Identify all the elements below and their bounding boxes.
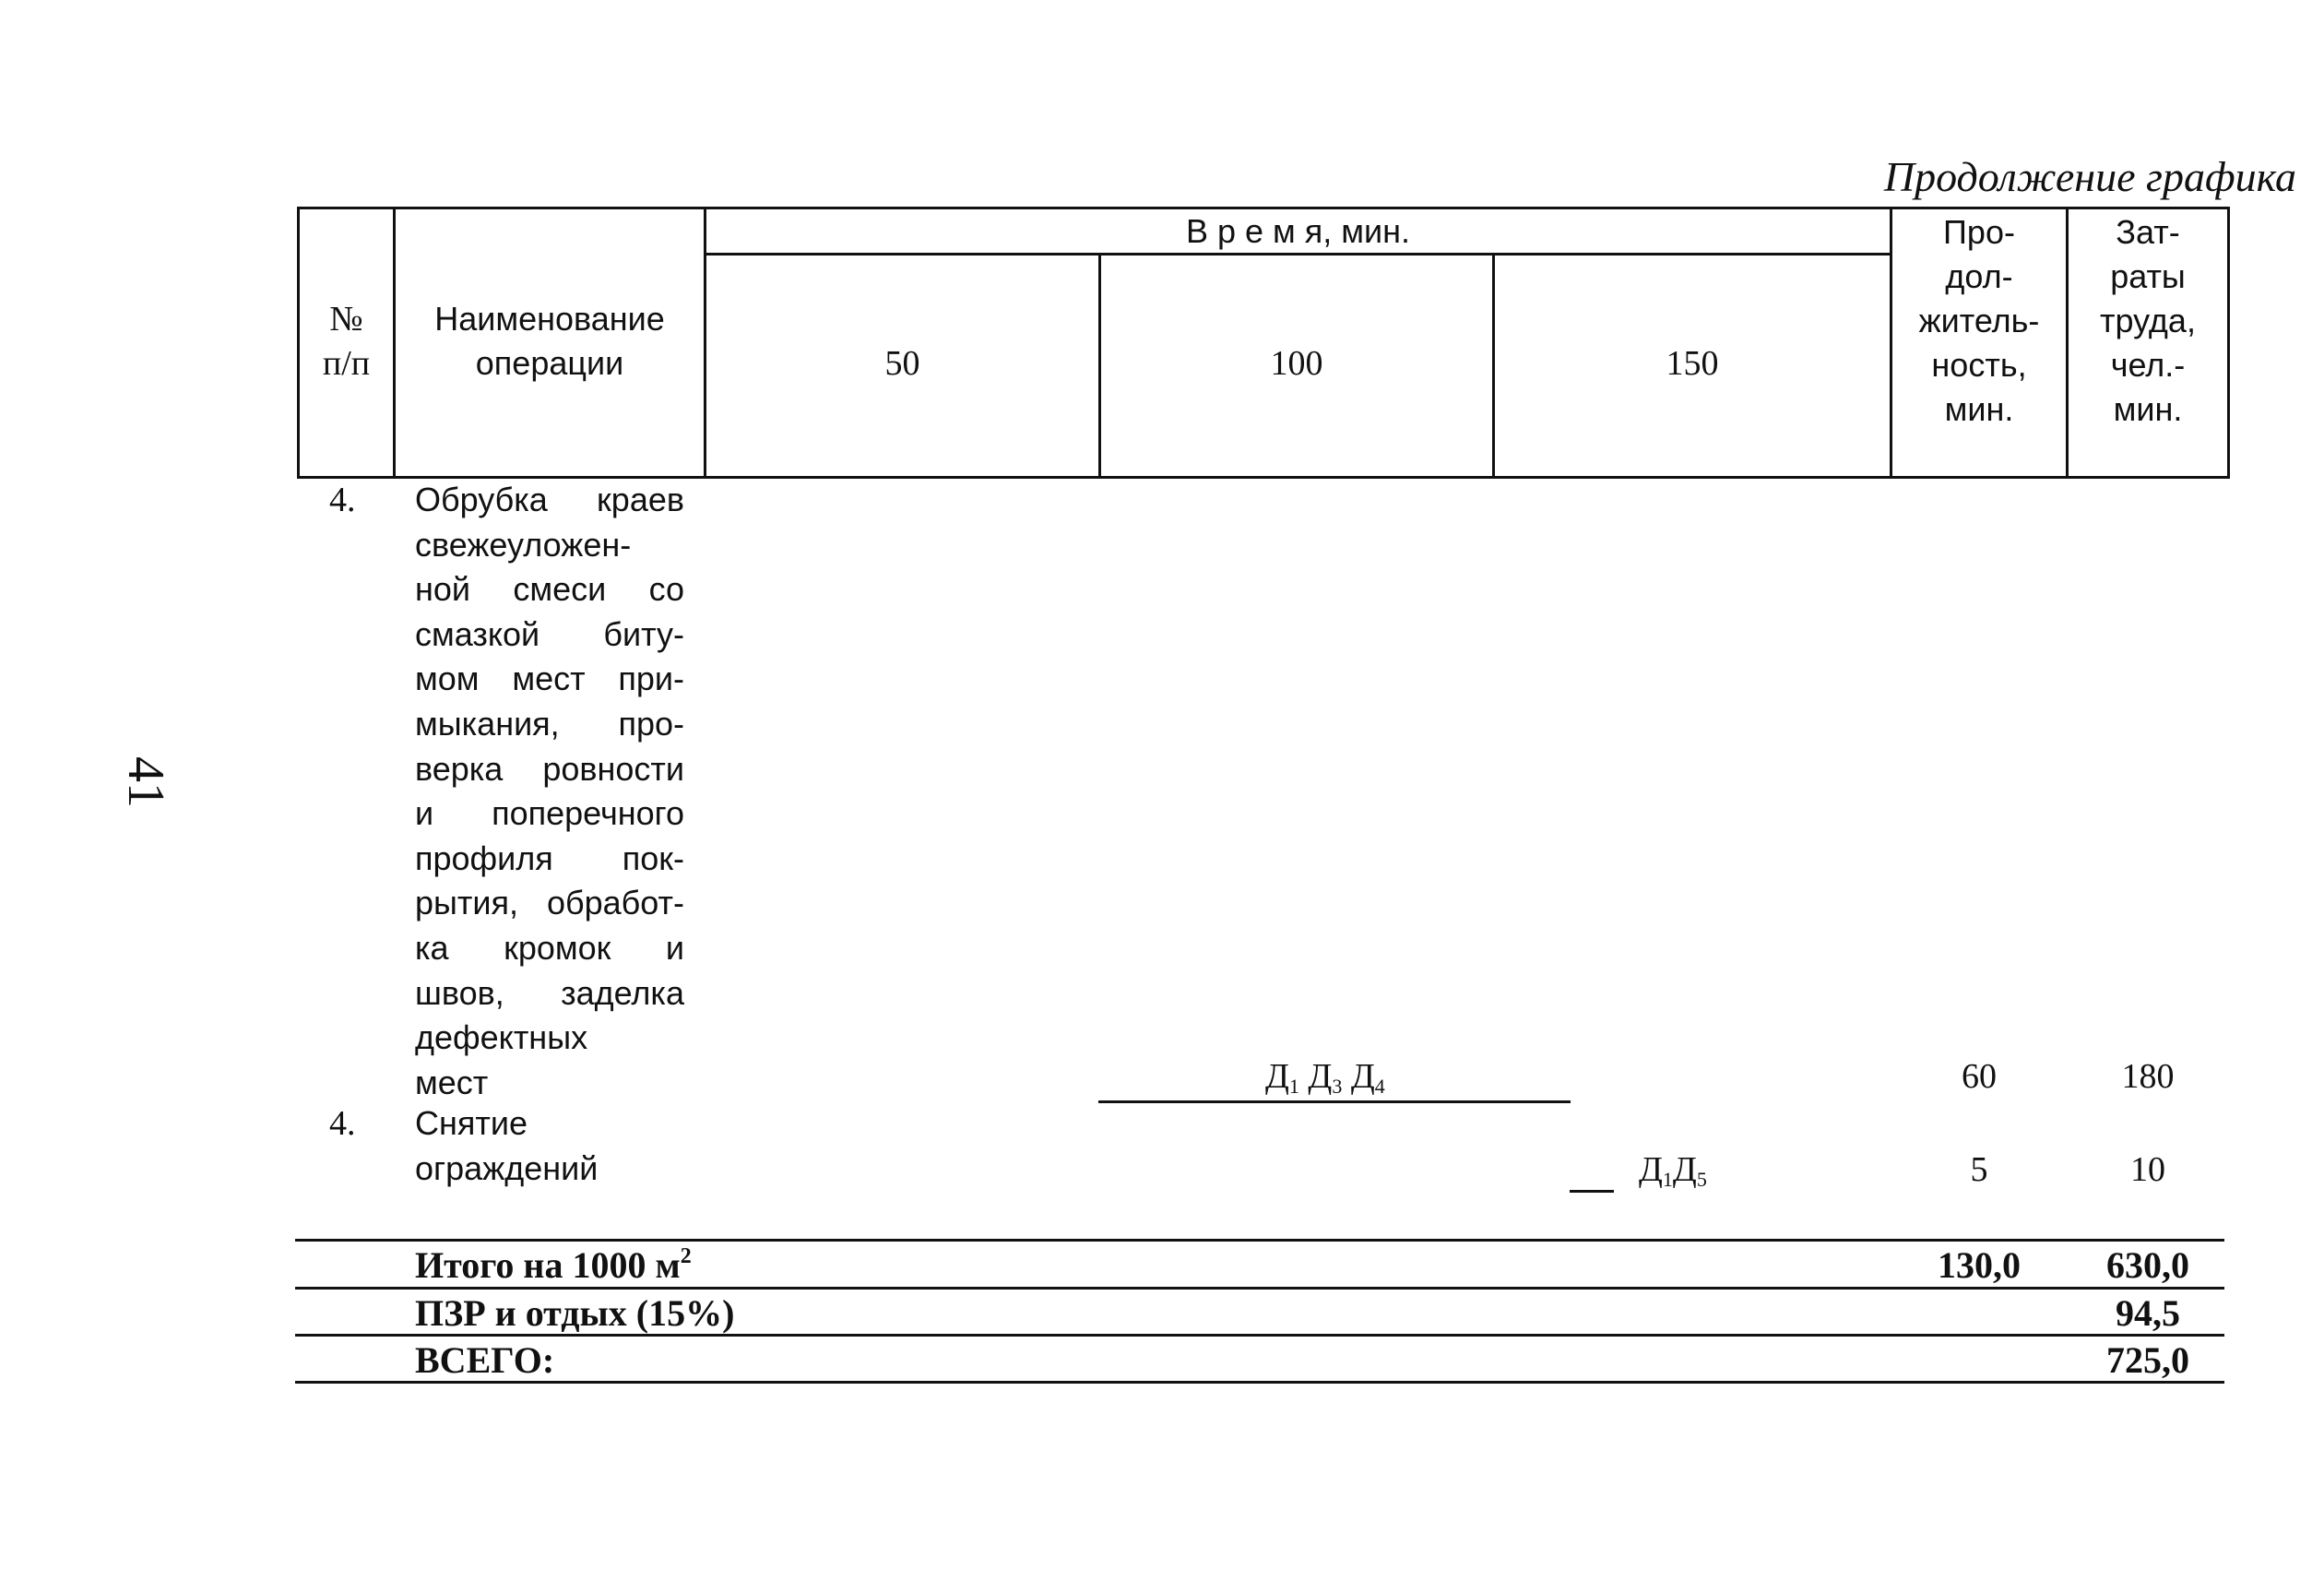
header-name-col: Наименование операции <box>434 300 665 382</box>
summary-total-label: Итого на 1000 $м^2$ <box>415 1244 692 1286</box>
operation-name: Снятие ограждений <box>415 1104 599 1187</box>
summary-pzr-label: ПЗР и отдых (15%) <box>415 1292 735 1334</box>
time-tick-50: 50 <box>884 344 920 383</box>
header-duration-col: Про- дол- житель- ность, мин. <box>1918 213 2040 428</box>
summary-grand-labor: 725,0 <box>2106 1339 2189 1381</box>
summary-total-duration: 130,0 <box>1938 1244 2021 1286</box>
operation-duration: 60 <box>1962 1057 1997 1096</box>
summary-pzr-labor: 94,5 <box>2116 1292 2180 1334</box>
gantt-workers-label: $Д_1$ $Д_3$ $Д_4$ <box>1265 1057 1385 1098</box>
operation-number: 4. <box>329 481 356 519</box>
header-time-title: В р е м я, мин. <box>1185 212 1411 250</box>
header-labor-col: Зат- раты труда, чел.- мин. <box>2100 213 2196 428</box>
page-number: 41 <box>117 756 174 808</box>
continuation-label: Продолжение графика <box>1883 153 2296 200</box>
operation-number: 4. <box>329 1104 356 1143</box>
summary-total-labor: 630,0 <box>2106 1244 2189 1286</box>
operation-labor: 180 <box>2121 1057 2175 1096</box>
header-num-col: № п/п <box>322 300 371 383</box>
gantt-bar <box>1570 1190 1614 1193</box>
time-tick-100: 100 <box>1270 344 1323 383</box>
gantt-workers-label: $Д_1Д_5$ <box>1639 1150 1707 1191</box>
time-tick-150: 150 <box>1666 344 1719 383</box>
gantt-bar <box>1098 1100 1571 1103</box>
summary-grand-label: ВСЕГО: <box>415 1339 555 1381</box>
operation-name: Обрубка краев свежеуложен- ной смеси со смазкой биту- мом мест при- мыкания, про- верка ровности и поперечного профиля пок- рытия, обработ- ка кромок и швов, заделка дефектных мест <box>415 481 684 1101</box>
operation-labor: 10 <box>2130 1150 2165 1189</box>
operation-duration: 5 <box>1970 1150 1988 1189</box>
